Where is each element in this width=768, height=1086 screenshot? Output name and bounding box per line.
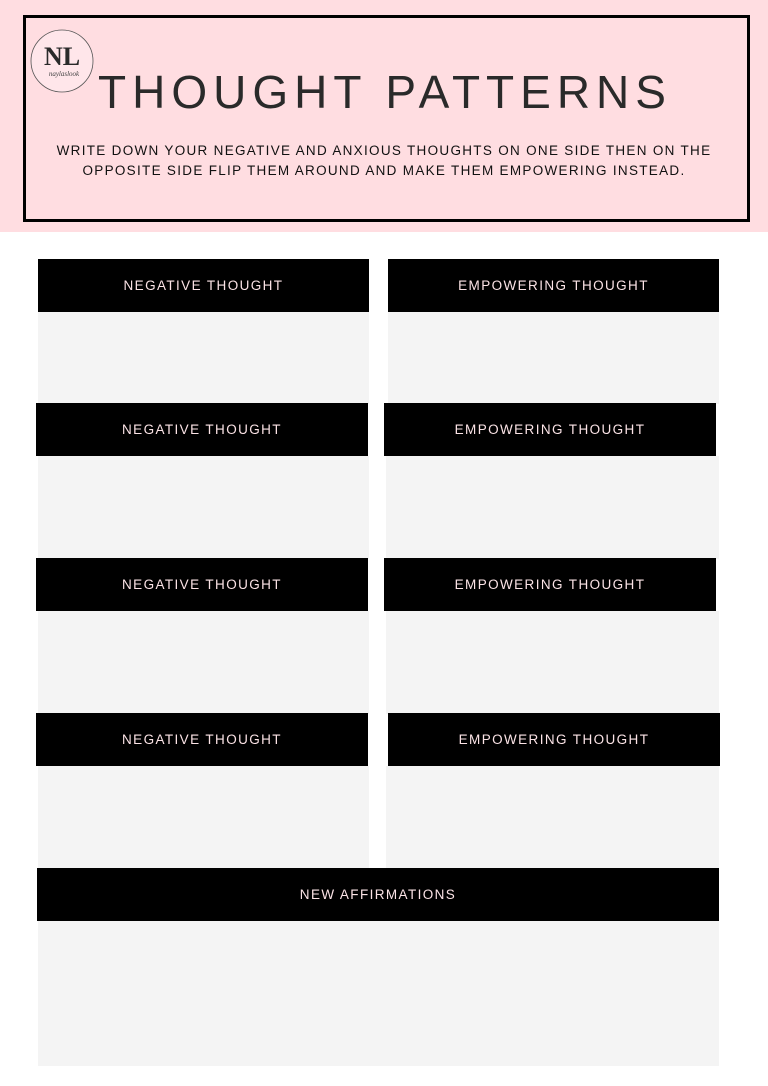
empowering-thought-writing-area[interactable] [386,766,719,869]
empowering-thought-header [384,403,716,456]
negative-thought-label: NEGATIVE THOUGHT [122,732,282,747]
new-affirmations-header [37,868,719,921]
empowering-thought-writing-area[interactable] [388,312,719,404]
negative-thought-label: NEGATIVE THOUGHT [123,278,284,293]
new-affirmations-label: NEW AFFIRMATIONS [299,887,457,902]
negative-thought-writing-area[interactable] [38,312,369,404]
negative-thought-label: NEGATIVE THOUGHT [122,577,282,592]
negative-thought-header [36,403,368,456]
empowering-thought-header [388,259,719,312]
empowering-thought-label: EMPOWERING THOUGHT [458,278,649,293]
instructions-text: WRITE DOWN YOUR NEGATIVE AND ANXIOUS THOUGHTS ON ONE SIDE THEN ON THE OPPOSITE SIDE FLIP THEM AROUND AND MAKE THEM EMPOWERING INSTEAD. [56,143,712,178]
empowering-thought-writing-area[interactable] [386,456,719,559]
empowering-thought-label: EMPOWERING THOUGHT [454,577,646,592]
empowering-thought-header [384,558,716,611]
negative-thought-writing-area[interactable] [38,611,369,714]
page-title: THOUGHT PATTERNS [98,66,672,118]
negative-thought-header [36,558,368,611]
negative-thought-header [38,259,369,312]
negative-thought-writing-area[interactable] [38,456,369,559]
negative-thought-label: NEGATIVE THOUGHT [122,422,282,437]
new-affirmations-writing-area[interactable] [38,921,719,1066]
empowering-thought-label: EMPOWERING THOUGHT [458,732,650,747]
empowering-thought-writing-area[interactable] [386,611,719,714]
logo-script: naylaslook [48,70,80,78]
empowering-thought-header [388,713,720,766]
negative-thought-writing-area[interactable] [38,766,369,869]
empowering-thought-label: EMPOWERING THOUGHT [454,422,646,437]
logo-monogram: NL [43,42,81,71]
negative-thought-header [36,713,368,766]
